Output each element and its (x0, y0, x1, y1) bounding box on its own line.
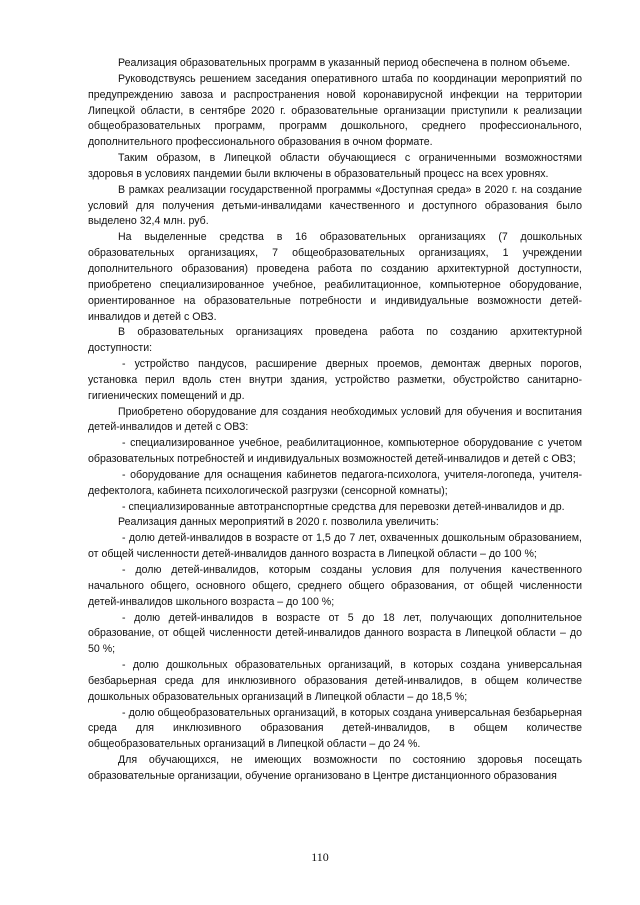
list-item: - оборудование для оснащения кабинетов педагога-психолога, учителя-логопеда, учителя-дефектолога, кабинета психологической разгрузки (сенсорной комнаты); (88, 468, 582, 497)
paragraph-architectural-accessibility: В образовательных организациях проведена работа по созданию архитектурной доступности: (88, 326, 582, 355)
paragraph-pandemic-inclusion: Таким образом, в Липецкой области обучающиеся с ограниченными возможностями здоровья в условиях пандемии были включены в образовательный процесс на всех уровнях. (88, 152, 582, 180)
document-body (88, 56, 582, 785)
paragraph-accessible-environment: В рамках реализации государственной программы «Доступная среда» в 2020 г. на создание условий для получения детьми-инвалидами качественного и доступного образования было выделено 32,4 млн. руб. (88, 183, 582, 228)
list-item: - специализированное учебное, реабилитационное, компьютерное оборудование с учетом образовательных потребностей и индивидуальных возможностей детей-инвалидов и детей с ОВЗ; (88, 437, 582, 466)
paragraph-implementation: Реализация образовательных программ в указанный период обеспечена в полном объеме. (118, 57, 571, 69)
list-item: - долю дошкольных образовательных организаций, в которых создана универсальная безбарьерная среда для инклюзивного образования детей-инвалидов, в общем количестве дошкольных образовательных организаций в Липецкой области – до 18,5 %; (88, 659, 582, 703)
list-item: - долю общеобразовательных организаций, в которых создана универсальная безбарьерная среда для инклюзивного образования детей-инвалидов, в общем количестве общеобразовательных организаций в Липецкой области – до 24 %. (88, 706, 582, 751)
paragraph-distance-education: Для обучающихся, не имеющих возможности по состоянию здоровья посещать образовательные организации, обучение организовано в Центре дистанционного образования (88, 754, 582, 782)
paragraph-equipment-purchased: Приобретено оборудование для создания необходимых условий для обучения и воспитания детей-инвалидов и детей с ОВЗ: (88, 405, 582, 434)
paragraph-results-2020: Реализация данных мероприятий в 2020 г. позволила увеличить: (118, 516, 439, 529)
list-item: - долю детей-инвалидов в возрасте от 5 до 18 лет, получающих дополнительное образование, от общей численности детей-инвалидов данного возраста в Липецкой области – до 50 %; (88, 611, 582, 656)
page-number: 110 (311, 850, 329, 864)
paragraph-operational-staff: Руководствуясь решением заседания оперативного штаба по координации мероприятий по предупреждению завоза и распространения новой коронавирусной инфекции на территории Липецкой области, в сентябре 2020 г. образовательные организации приступили к реализации общеобразовательных программ, программ дошкольного, среднего профессионального, дополнительного профессионального образования в очном формате. (88, 72, 582, 149)
list-item: - специализированные автотранспортные средства для перевозки детей-инвалидов и др. (122, 500, 565, 513)
list-item: - устройство пандусов, расширение дверных проемов, демонтаж дверных порогов, установка перил вдоль стен внутри здания, устройство разметки, обустройство санитарно-гигиенических помещений и др. (88, 358, 582, 402)
paragraph-allocated-funds: На выделенные средства в 16 образовательных организациях (7 дошкольных образовательных организациях, 7 общеобразовательных организациях, 1 учреждении дополнительного образования) проведена работа по созданию архитектурной доступности, приобретено специализированное учебное, реабилитационное, компьютерное оборудование, ориентированное на образовательные потребности и индивидуальные возможности детей-инвалидов и детей с ОВЗ. (88, 231, 582, 323)
list-item: - долю детей-инвалидов, которым созданы условия для получения качественного начального общего, основного общего, среднего общего образования, от общей численности детей-инвалидов школьного возраста – до 100 %; (88, 564, 582, 608)
list-item: - долю детей-инвалидов в возрасте от 1,5 до 7 лет, охваченных дошкольным образованием, от общей численности детей-инвалидов данного возраста в Липецкой области – до 100 %; (88, 532, 582, 561)
